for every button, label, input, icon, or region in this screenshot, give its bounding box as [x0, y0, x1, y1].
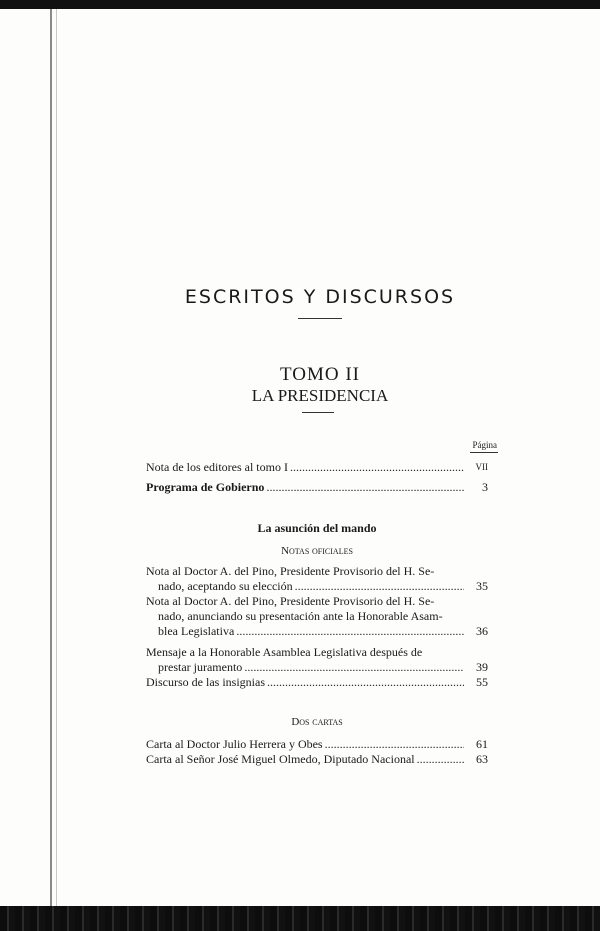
scan-bottom-edge: [0, 906, 600, 931]
toc-entry: Nota de los editores al tomo I . . . VII: [146, 460, 488, 475]
toc-entry: Carta al Señor José Miguel Olmedo, Diputado Nacional . . . 63: [146, 752, 488, 767]
leader-dots: [295, 579, 464, 594]
toc-entry: Programa de Gobierno . . . 3: [146, 480, 488, 495]
leader-dots: [417, 752, 464, 767]
volume-title: TOMO II: [279, 364, 360, 385]
leader-dots: [267, 675, 464, 690]
page-column-label: Página: [472, 440, 497, 450]
leader-dots: [290, 460, 464, 475]
scan-top-edge: [0, 0, 600, 9]
volume-subtitle: LA PRESIDENCIA: [251, 386, 389, 405]
section-subheading: Notas oficiales: [281, 545, 353, 557]
scan-left-margin-line: [50, 9, 52, 906]
scan-left-margin-line-faint: [56, 9, 57, 906]
toc-entry: Mensaje a la Honorable Asamblea Legislativa después de prestar juramento . . . 39: [146, 645, 488, 675]
leader-dots: [236, 624, 464, 639]
leader-dots: [266, 480, 464, 495]
leader-dots: [325, 737, 464, 752]
title-rule: [298, 318, 342, 319]
page-column-rule: [470, 452, 498, 453]
toc-section1: [146, 564, 488, 690]
section-heading: La asunción del mando: [257, 521, 377, 535]
leader-dots: [244, 660, 464, 675]
toc-front: [146, 460, 488, 495]
subtitle-rule: [302, 412, 334, 413]
book-title: ESCRITOS Y DISCURSOS: [184, 286, 456, 308]
toc-section2: [146, 737, 488, 767]
toc-entry: Carta al Doctor Julio Herrera y Obes . . . 61: [146, 737, 488, 752]
toc-entry: Nota al Doctor A. del Pino, Presidente Provisorio del H. Se- nado, aceptando su elección . . . 35: [146, 564, 488, 594]
section-subheading: Dos cartas: [291, 716, 343, 728]
toc-entry: Nota al Doctor A. del Pino, Presidente Provisorio del H. Se- nado, anunciando su presentación ante la Honorable Asam- blea Legislativa . . . 36: [146, 594, 488, 639]
toc-entry: Discurso de las insignias . . . 55: [146, 675, 488, 690]
